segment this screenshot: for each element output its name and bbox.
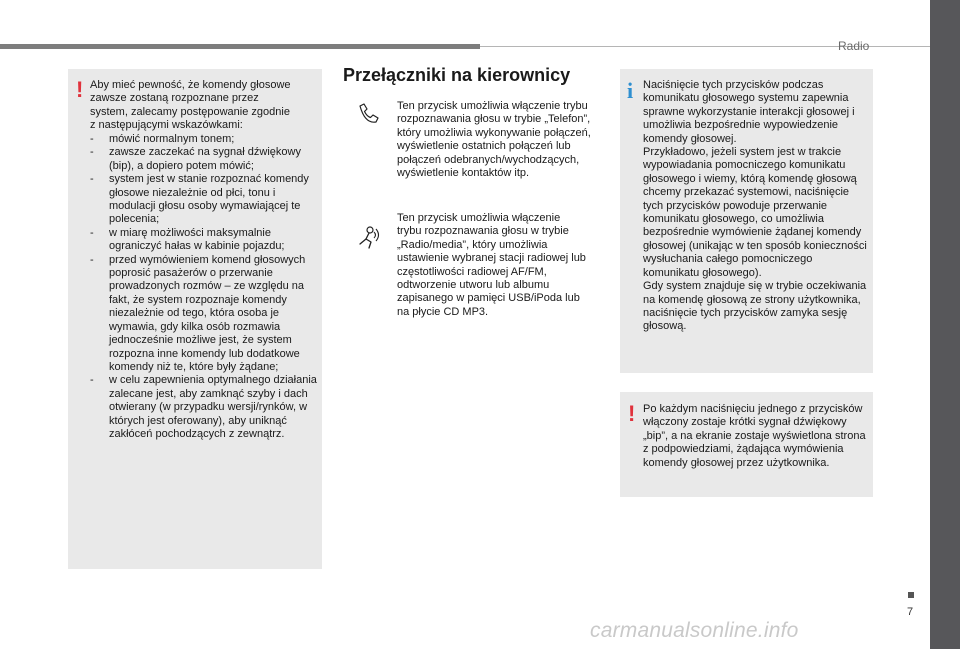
warning-exclamation-icon: ! [628,401,636,426]
page-number: 7 [907,606,914,618]
list-item: - zawsze zaczekać na sygnał dźwiękowy (bip), a dopiero potem mówić; [90,146,322,173]
beep-warning-text: Po każdym naciśnięciu jednego z przycisków włączony zostaje krótki sygnał dźwiękowy „bip”, a na ekranie zostaje wyświetlona strona z podpowiedziami, żądająca wymówienia komendy głosowej przez użytkownika. [643,403,866,469]
page-title: Przełączniki na kierownicy [343,65,571,85]
warning-exclamation-icon: ! [76,77,84,102]
phone-handset-icon [356,102,380,126]
list-item: - system jest w stanie rozpoznać komendy głosowe niezależnie od płci, tonu i modulacji głosu osoby wymawiającej te polecenia; [90,173,322,227]
side-tab [930,0,960,649]
list-item: - przed wymówieniem komend głosowych poprosić pasażerów o przerwanie prowadzonych rozmów – ze względu na fakt, że system rozpoznaje komendy niezależnie od tego, która osoba je wymawia, gdy kilka osób rozmawia jednocześnie możliwe jest, że system rozpozna inne komendy lub dodatkowe komendy niż te, które były żądane; [90,254,322,375]
lead-line: zawsze zostaną rozpoznane przez [90,92,259,105]
page-marker [908,592,914,598]
voice-command-icon [354,224,382,252]
voice-tips-lead [90,79,318,133]
lead-line: system, zalecamy postępowanie zgodnie [90,105,290,118]
list-item: - w celu zapewnienia optymalnego działania zalecane jest, aby zamknąć szyby i dach otwierany (w przypadku wersji/rynków, w których jest oferowany), aby uniknąć zakłóceń pochodzących z zewnątrz. [90,374,322,441]
list-item: - mówić normalnym tonem; [90,133,322,146]
lead-line: z następującymi wskazówkami: [90,119,243,132]
info-paragraph: Gdy system znajduje się w trybie oczekiwania na komendę głosową ze strony użytkownika, naciśnięcie tych przycisków zamyka sesję głosową. [643,280,867,333]
voice-tips-list [90,133,322,441]
info-paragraph: Przykładowo, jeżeli system jest w trakcie wypowiadania pomocniczego komunikatu głosowego i wiemy, którą komendę głosową chcemy przekazać systemowi, naciśnięcie tych przycisków powoduje przerwanie komunikatu głosowego, co umożliwia bezpośrednie wymówienie żądanej komendy głosowej (unikając w ten sposób konieczności wysłuchania całego pomocniczego komunikatu głosowego). [643,146,867,279]
list-item: - w miarę możliwości maksymalnie ograniczyć hałas w kabinie pojazdu; [90,227,322,254]
section-label: Radio [838,39,870,53]
header-rule-dark [0,44,480,49]
watermark: carmanualsonline.info [590,619,799,642]
info-paragraph: Naciśnięcie tych przycisków podczas komunikatu głosowego systemu zapewnia sprawne wykorzystanie interakcji głosowej i umożliwia bezpośrednie wypowiedzenie komendy głosowej. [643,79,855,145]
lead-line: Aby mieć pewność, że komendy głosowe [90,79,291,91]
voice-button-description: Ten przycisk umożliwia włączenie trybu rozpoznawania głosu w trybie „Radio/media”, który umożliwia ustawienie wybranej stacji radiowej lub częstotliwości radiowej AF/FM, odtworzenie utworu lub albumu zapisanego w pamięci USB/iPoda lub na płycie CD MP3. [397,212,586,318]
info-text [643,79,870,334]
info-i-icon: i [627,78,634,103]
phone-button-description: Ten przycisk umożliwia włączenie trybu rozpoznawania głosu w trybie „Telefon”, który umożliwia wykonywanie połączeń, wyświetlenie ostatnich połączeń lub połączeń odebranych/wychodzących, wyświetlenie kontaktów itp. [397,100,591,180]
